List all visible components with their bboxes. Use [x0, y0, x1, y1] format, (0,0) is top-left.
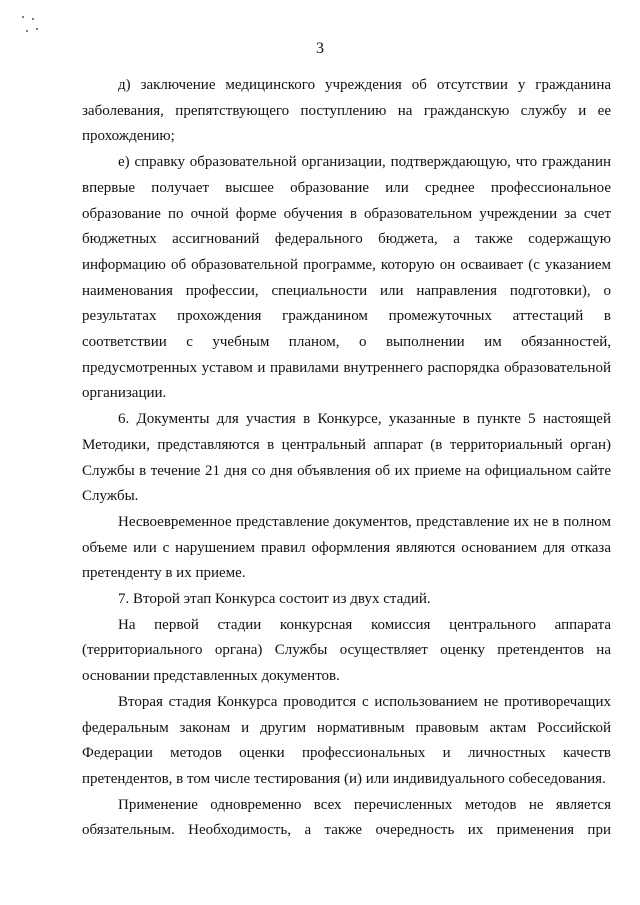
paragraph-item-e: е) справку образовательной организации, подтверждающую, что гражданин впервые получает высшее образование или среднее профессиональное образование по очной форме обучения в образовательном учреждении за счет бюджетных ассигнований федерального бюджета, а также содержащую информацию об образовательной программе, которую он осваивает (с указанием наименования профессии, специальности или направления подготовки), о результатах прохождения гражданином промежуточных аттестаций в соответствии с учебным планом, о выполнении им обязанностей, предусмотренных уставом и правилами внутреннего распорядка образовательной организации. [82, 154, 611, 402]
scan-speck [36, 28, 38, 30]
scan-speck [22, 16, 24, 18]
paragraph-late-submission: Несвоевременное представление документов, представление их не в полном объеме или с нарушением правил оформления являются основанием для отказа претенденту в их приеме. [82, 513, 611, 582]
paragraph-clause-6: 6. Документы для участия в Конкурсе, указанные в пункте 5 настоящей Методики, представляются в центральный аппарат (в территориальный орган) Службы в течение 21 дня со дня объявления об их приеме на официальном сайте Службы. [82, 411, 611, 505]
paragraph-methods-application: Применение одновременно всех перечисленных методов не является обязательным. Необходимость, а также очередность их применения при [82, 796, 611, 839]
scan-speck [32, 18, 34, 20]
paragraph-clause-7: 7. Второй этап Конкурса состоит из двух стадий. [118, 591, 431, 608]
page-number: 3 [316, 40, 324, 57]
paragraph-first-stage: На первой стадии конкурсная комиссия центрального аппарата (территориального органа) Службы осуществляет оценку претендентов на основании представленных документов. [82, 616, 611, 685]
paragraph-item-d: д) заключение медицинского учреждения об отсутствии у гражданина заболевания, препятствующего поступлению на гражданскую службу и ее прохождению; [82, 77, 611, 145]
scan-specks [20, 16, 50, 36]
document-body [82, 73, 611, 844]
scan-speck [26, 30, 28, 32]
paragraph-second-stage: Вторая стадия Конкурса проводится с использованием не противоречащих федеральным законам и другим нормативным правовым актам Российской Федерации методов оценки профессиональных и личностных качеств претендентов, в том числе тестирования (и) или индивидуального собеседования. [82, 693, 611, 787]
